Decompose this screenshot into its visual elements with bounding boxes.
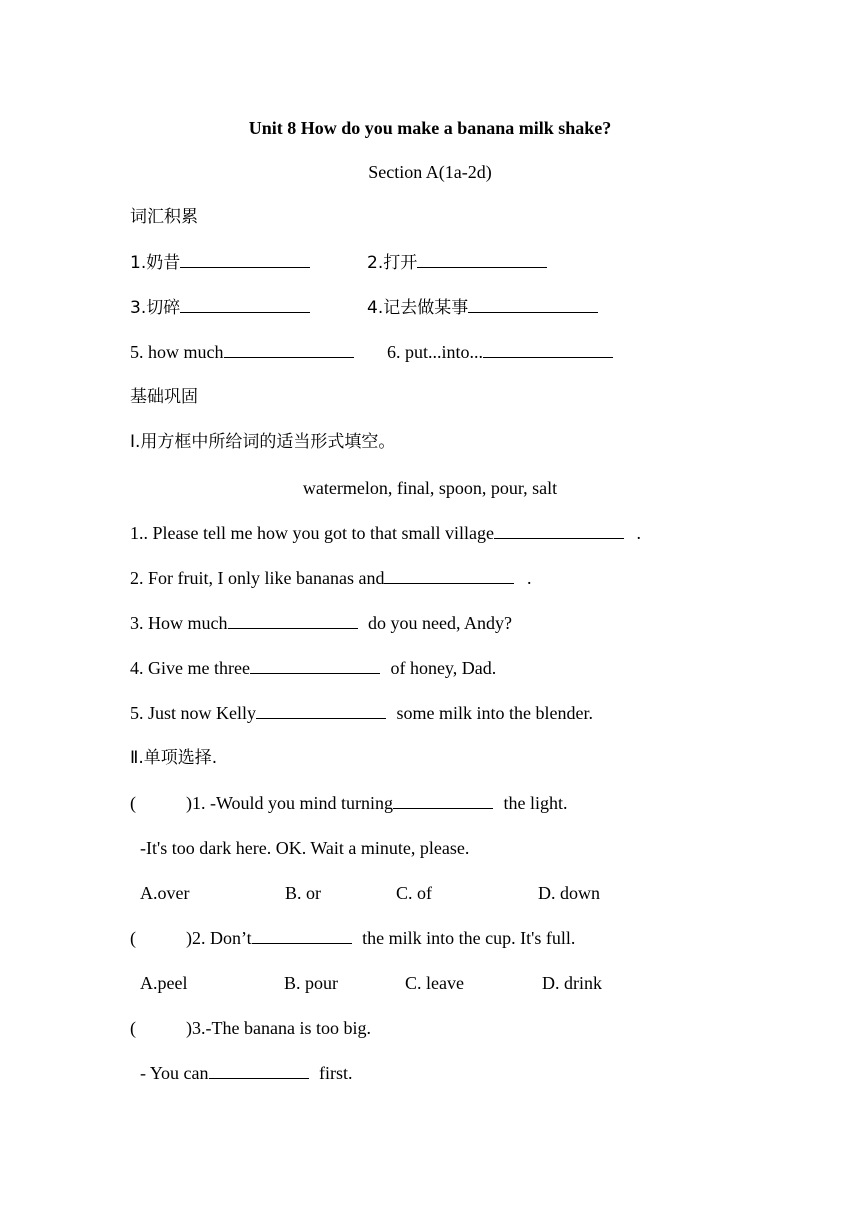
fill-item-1-text: 1.. Please tell me how you got to that small village (130, 523, 494, 543)
mc-3-blank[interactable] (209, 1062, 309, 1079)
fill-item-1 (130, 522, 641, 544)
mc-question-1 (130, 792, 568, 814)
word-box: watermelon, final, spoon, pour, salt (302, 478, 558, 498)
mc-1-option-a[interactable]: A.over (140, 883, 190, 903)
vocab-item-1-blank[interactable] (180, 251, 310, 268)
mc-3-dialogue-text: - You can (140, 1063, 209, 1083)
vocab-item-1-label: 1.奶昔 (130, 253, 181, 273)
vocab-item-3-blank[interactable] (180, 296, 310, 313)
section-subtitle: Section A(1a-2d) (368, 162, 492, 182)
vocab-item-4-label: 4.记去做某事 (367, 298, 469, 318)
mc-1-paren[interactable]: ( (130, 793, 136, 813)
vocab-item-6-blank[interactable] (483, 341, 613, 358)
page-title: Unit 8 How do you make a banana milk shake? (248, 118, 612, 138)
mc-2-blank[interactable] (252, 927, 352, 944)
vocab-item-5-blank[interactable] (224, 341, 354, 358)
vocab-item-6 (387, 341, 613, 363)
fill-item-1-end: . (631, 523, 641, 543)
fill-item-4 (130, 657, 496, 679)
mc-2-option-c[interactable]: C. leave (405, 973, 464, 993)
fill-item-4-text: 4. Give me three (130, 658, 250, 678)
vocab-item-2-blank[interactable] (417, 251, 547, 268)
mc-2-option-b[interactable]: B. pour (284, 973, 338, 993)
mc-2-option-d[interactable]: D. drink (542, 973, 602, 993)
mc-2-end: the milk into the cup. It's full. (357, 928, 576, 948)
mc-question-2 (130, 927, 575, 949)
mc-1-end: the light. (499, 793, 568, 813)
mc-1-text: )1. -Would you mind turning (186, 793, 394, 813)
mc-2-option-a[interactable]: A.peel (140, 973, 188, 993)
fill-item-2-end: . (522, 568, 532, 588)
fill-item-5-end: some milk into the blender. (392, 703, 593, 723)
mc-3-paren[interactable]: ( (130, 1018, 136, 1038)
vocab-item-5-label: 5. how much (130, 342, 224, 362)
mc-1-blank[interactable] (393, 792, 493, 809)
vocab-item-2-label: 2.打开 (367, 253, 418, 273)
fill-item-1-blank[interactable] (494, 522, 624, 539)
vocab-item-4-blank[interactable] (468, 296, 598, 313)
fill-item-3-text: 3. How much (130, 613, 228, 633)
vocab-item-3-label: 3.切碎 (130, 298, 181, 318)
mc-1-option-c[interactable]: C. of (396, 883, 432, 903)
vocab-heading: 词汇积累 (130, 207, 198, 227)
mc-3-text: )3.-The banana is too big. (186, 1018, 371, 1038)
mc-1-option-d[interactable]: D. down (538, 883, 600, 903)
fill-item-2-blank[interactable] (384, 567, 514, 584)
mc-3-dialogue (140, 1062, 353, 1084)
vocab-item-5 (130, 341, 354, 363)
part1-instruction: I.用方框中所给词的适当形式填空。 (130, 432, 396, 452)
fill-item-5 (130, 702, 593, 724)
fill-item-3-end: do you need, Andy? (363, 613, 512, 633)
fill-item-4-end: of honey, Dad. (385, 658, 497, 678)
fill-item-4-blank[interactable] (250, 657, 380, 674)
basics-heading: 基础巩固 (130, 387, 198, 407)
fill-item-2 (130, 567, 531, 589)
vocab-item-3 (130, 296, 310, 319)
mc-1-dialogue: -It's too dark here. OK. Wait a minute, please. (140, 838, 470, 858)
fill-item-5-blank[interactable] (256, 702, 386, 719)
vocab-item-2 (367, 251, 547, 274)
mc-3-end: first. (314, 1063, 353, 1083)
fill-item-3-blank[interactable] (228, 612, 358, 629)
vocab-item-4 (367, 296, 598, 319)
mc-1-option-b[interactable]: B. or (285, 883, 321, 903)
mc-2-paren[interactable]: ( (130, 928, 136, 948)
vocab-item-1 (130, 251, 310, 274)
part2-instruction: Ⅱ.单项选择. (130, 748, 218, 768)
fill-item-2-text: 2. For fruit, I only like bananas and (130, 568, 385, 588)
mc-question-3 (130, 1017, 371, 1039)
fill-item-5-text: 5. Just now Kelly (130, 703, 256, 723)
mc-2-text: )2. Don’t (186, 928, 252, 948)
fill-item-3 (130, 612, 512, 634)
vocab-item-6-label: 6. put...into... (387, 342, 484, 362)
